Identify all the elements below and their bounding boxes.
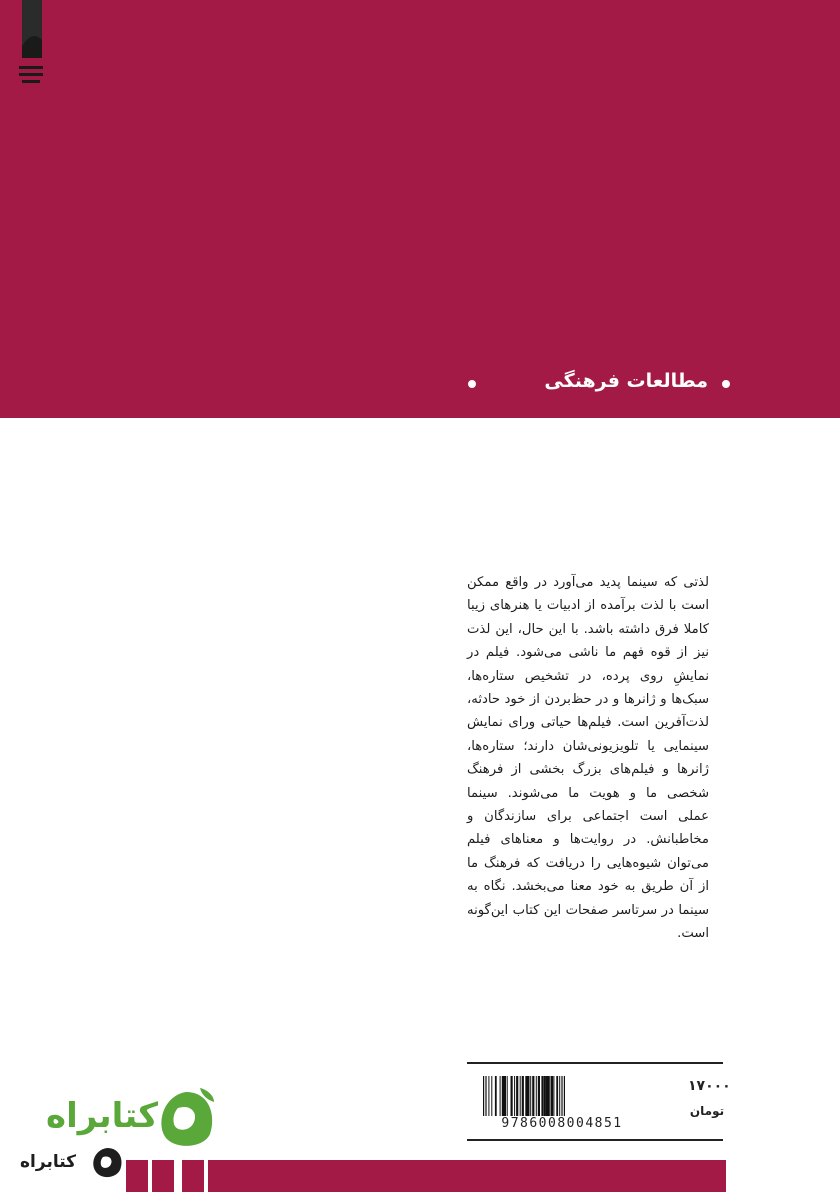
barcode-bar (500, 1076, 501, 1116)
barcode-bar (491, 1076, 492, 1116)
barcode-bar (556, 1076, 558, 1116)
barcode-bar (548, 1076, 550, 1116)
isbn-number: 9786008004851 (501, 1116, 623, 1131)
barcode-bar (522, 1076, 524, 1116)
barcode-bar (541, 1076, 543, 1116)
price-value: ۱۷۰۰۰ (688, 1078, 731, 1094)
barcode-bar (543, 1076, 545, 1116)
barcode-bar (504, 1076, 506, 1116)
leaf-icon (154, 1088, 218, 1150)
barcode-bar (561, 1076, 562, 1116)
barcode-bar (553, 1076, 554, 1116)
barcode-bar (536, 1076, 537, 1116)
leaf-icon (90, 1146, 124, 1180)
barcode-bar (507, 1076, 508, 1116)
barcode-bar (485, 1076, 486, 1116)
price-unit: تومان (689, 1104, 725, 1118)
series-title: مطالعات فرهنگی (544, 370, 708, 392)
barcode-bar (551, 1076, 554, 1116)
barcode-bar (511, 1076, 513, 1116)
watermark-brand-small: کتابراه (20, 1152, 77, 1172)
strip-block (208, 1160, 726, 1192)
isbn-barcode (479, 1076, 645, 1134)
bullet-dot-icon (468, 380, 476, 388)
barcode-bar (527, 1076, 529, 1116)
barcode-bar (514, 1076, 515, 1116)
barcode-bar (564, 1076, 565, 1116)
barcode-bar (532, 1076, 534, 1116)
barcode-bars-icon (479, 1076, 645, 1116)
barcode-bar (520, 1076, 521, 1116)
watermark-brand: کتابراه (46, 1096, 159, 1136)
bullet-dot-icon (722, 380, 730, 388)
barcode-bar (488, 1076, 489, 1116)
back-cover-blurb: لذتی که سینما پدید می‌آورد در واقع ممکن است با لذت برآمده از ادبیات یا هنرهای زیبا کاملا فرق داشته باشد. با این حال، این لذت نیز از قوه فهم ما ناشی می‌شود. فیلم در نمایشِ روی پرده، در تشخیص ستاره‌ها، سبک‌ها و ژانرها و در حظ‌بردن از خود حادثه، لذت‌آفرین است. فیلم‌ها حیاتی ورای نمایش سینمایی یا تلویزیونی‌شان دارند؛ ستاره‌ها، ژانرها و فیلم‌های بزرگ بخشی از فرهنگ شخصی ما و هویت ما می‌شوند. سینما عملی است اجتماعی برای سازندگان و مخاطبانش. در روایت‌ها و معناهای فیلم می‌توان شیوه‌هایی را دریافت که فرهنگ ما از آن طریق به خود معنا می‌بخشد. نگاه به سینما در سرتاسر صفحات این کتاب این‌گونه است. (467, 575, 709, 942)
barcode-bar (530, 1076, 531, 1116)
watermark (20, 1088, 220, 1188)
barcode-bar (483, 1076, 484, 1116)
barcode-bar (538, 1076, 540, 1116)
cover-top-band (0, 0, 840, 418)
publisher-logo-icon (16, 0, 46, 98)
barcode-bar (516, 1076, 518, 1116)
barcode-bar (559, 1076, 560, 1116)
series-row (440, 370, 760, 400)
barcode-bar (495, 1076, 497, 1116)
